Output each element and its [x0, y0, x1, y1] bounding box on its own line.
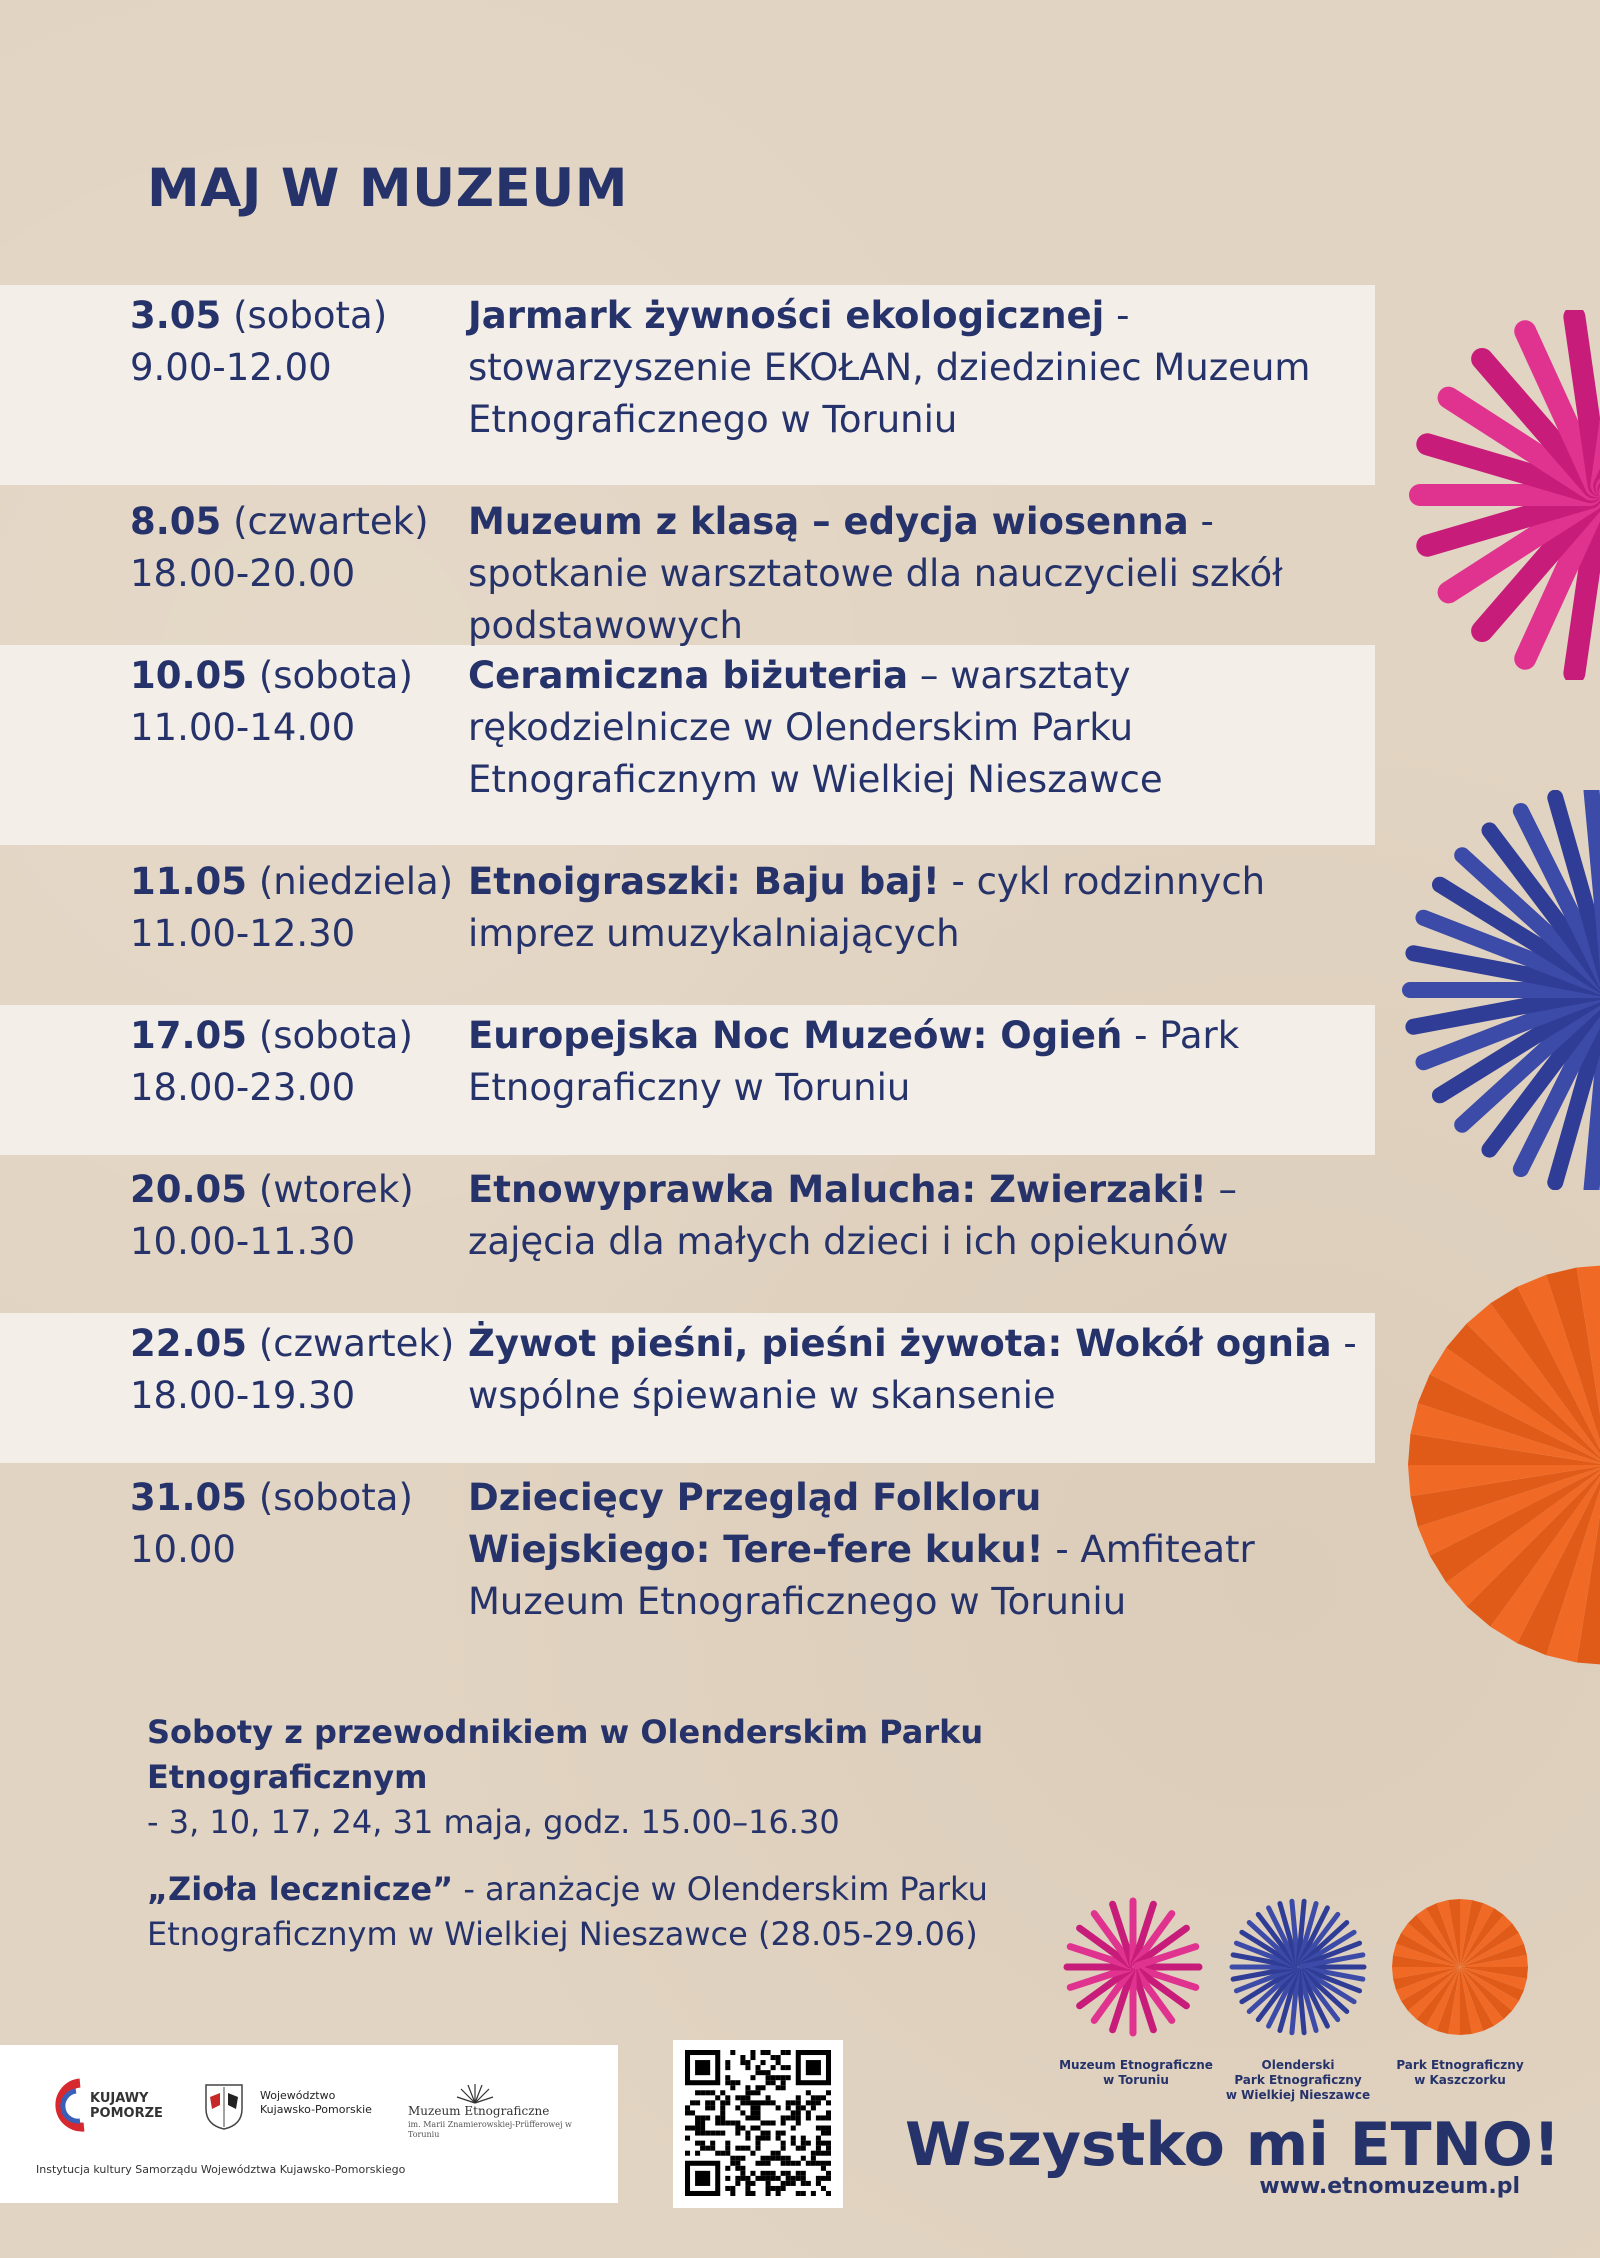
event-date: 3.05 (sobota) 9.00-12.00: [130, 294, 388, 389]
note-item: Soboty z przewodnikiem w Olenderskim Parku Etnograficznym - 3, 10, 17, 24, 31 maja, godz. 15.00–16.30: [147, 1713, 984, 1841]
wojewodztwo-label: Województwo Kujawsko-Pomorskie: [260, 2089, 372, 2116]
blue-fan-decoration: [1395, 790, 1600, 1190]
brand-slogan: Wszystko mi ETNO!: [905, 2110, 1561, 2180]
event-date: 10.05 (sobota) 11.00-14.00: [130, 654, 413, 749]
muzeum-subtitle: im. Marii Znamierowskiej-Prüfferowej w Toruniu: [408, 2120, 572, 2139]
muzeum-fan-icon: [455, 2083, 495, 2105]
event-date: 31.05 (sobota) 10.00: [130, 1476, 413, 1571]
event-description: Jarmark żywności ekologicznej - stowarzyszenie EKOŁAN, dziedziniec Muzeum Etnograficznego w Toruniu: [468, 294, 1311, 441]
pink-location-icon: [1063, 1897, 1203, 2037]
location-label: Olenderski Park Etnograficzny w Wielkiej Nieszawce: [1225, 2058, 1371, 2102]
website-url[interactable]: www.etnomuzeum.pl: [1259, 2174, 1520, 2199]
qr-code[interactable]: [673, 2040, 843, 2208]
event-date: 8.05 (czwartek) 18.00-20.00: [130, 500, 429, 595]
institution-footer: Instytucja kultury Samorządu Województwa Kujawsko-Pomorskiego: [36, 2163, 406, 2176]
page-title: MAJ W MUZEUM: [147, 158, 629, 219]
qr-code-image: [685, 2050, 831, 2196]
sponsor-logos: [0, 2045, 618, 2203]
event-description: Europejska Noc Muzeów: Ogień - Park Etnograficzny w Toruniu: [468, 1014, 1240, 1109]
event-date: 20.05 (wtorek) 10.00-11.30: [130, 1168, 414, 1263]
orange-location-icon: [1390, 1897, 1530, 2037]
location-label: Muzeum Etnograficzne w Toruniu: [1059, 2058, 1213, 2087]
note-item: „Zioła lecznicze” - aranżacje w Olenderskim Parku Etnograficznym w Wielkiej Nieszawce (28.05-29.06): [147, 1870, 988, 1953]
orange-fan-decoration: [1393, 1265, 1600, 1665]
event-date: 22.05 (czwartek) 18.00-19.30: [130, 1322, 455, 1417]
event-description: Żywot pieśni, pieśni żywota: Wokół ognia - wspólne śpiewanie w skansenie: [468, 1322, 1357, 1417]
muzeum-label: Muzeum Etnograficzne: [408, 2104, 550, 2118]
event-description: Dziecięcy Przegląd Folkloru Wiejskiego: Tere-fere kuku! - Amfiteatr Muzeum Etnograficznego w Toruniu: [468, 1476, 1255, 1623]
kujawy-pomorze-label: KUJAWY POMORZE: [90, 2091, 163, 2121]
event-description: Etnowyprawka Malucha: Zwierzaki! – zajęcia dla małych dzieci i ich opiekunów: [468, 1168, 1238, 1263]
event-date: 11.05 (niedziela) 11.00-12.30: [130, 860, 454, 955]
pink-fan-decoration: [1395, 310, 1600, 680]
event-description: Etnoigraszki: Baju baj! - cykl rodzinnych imprez umuzykalniających: [468, 860, 1266, 955]
location-label: Park Etnograficzny w Kaszczorku: [1396, 2058, 1524, 2087]
event-date: 17.05 (sobota) 18.00-23.00: [130, 1014, 413, 1109]
event-description: Ceramiczna biżuteria – warsztaty rękodzielnicze w Olenderskim Parku Etnograficznym w Wielkiej Nieszawce: [468, 654, 1163, 801]
wojewodztwo-crest-icon: [204, 2083, 244, 2131]
blue-location-icon: [1228, 1897, 1368, 2037]
event-description: Muzeum z klasą – edycja wiosenna - spotkanie warsztatowe dla nauczycieli szkół podstawowych: [468, 500, 1283, 647]
